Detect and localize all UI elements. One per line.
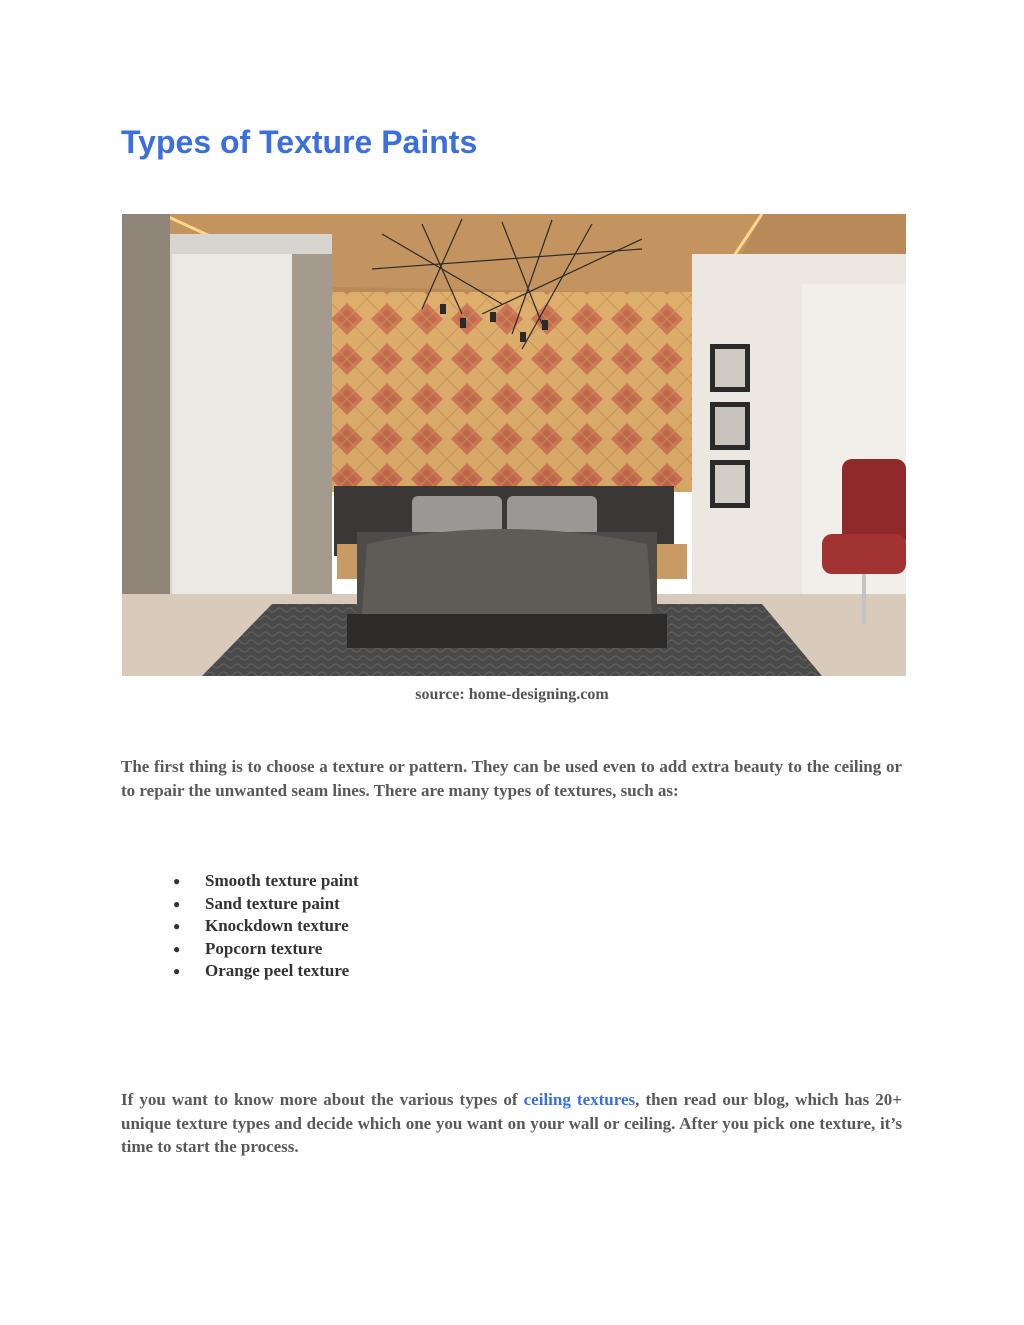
outro-text-after: , then read our blog, which has 20+ unique texture types and decide which one you want on your wall or ceiling. After you pick one texture, it’s time to start the process.: [121, 1090, 902, 1156]
bullet-icon: ●: [173, 896, 181, 911]
outro-text-before: If you want to know more about the various types of: [121, 1090, 524, 1109]
intro-paragraph: The first thing is to choose a texture or pattern. They can be used even to add extra beauty to the ceiling or to repair the unwanted seam lines. There are many types of textures, such as:: [121, 757, 902, 800]
bullet-icon: ●: [173, 941, 181, 956]
page-title: Types of Texture Paints: [121, 124, 478, 160]
list-item-label: Smooth texture paint: [205, 871, 359, 890]
bullet-icon: ●: [173, 964, 181, 979]
outro-paragraph: [121, 1088, 902, 1159]
ceiling-textures-link[interactable]: ceiling textures: [523, 1090, 636, 1109]
texture-types-list: [171, 870, 359, 983]
bedroom-photo: [122, 214, 906, 676]
list-item: [171, 870, 359, 893]
bullet-icon: ●: [173, 919, 181, 934]
list-item: [171, 938, 359, 961]
list-item-label: Knockdown texture: [205, 916, 349, 936]
list-item: [171, 915, 359, 938]
list-item-label: Sand texture paint: [205, 893, 340, 913]
list-item-label: Popcorn texture: [205, 938, 323, 958]
list-item: [171, 960, 359, 983]
list-item-label: Orange peel texture: [205, 961, 350, 981]
image-caption: source: home-designing.com: [415, 686, 609, 703]
bullet-icon: ●: [173, 874, 181, 888]
list-item: [171, 893, 359, 916]
